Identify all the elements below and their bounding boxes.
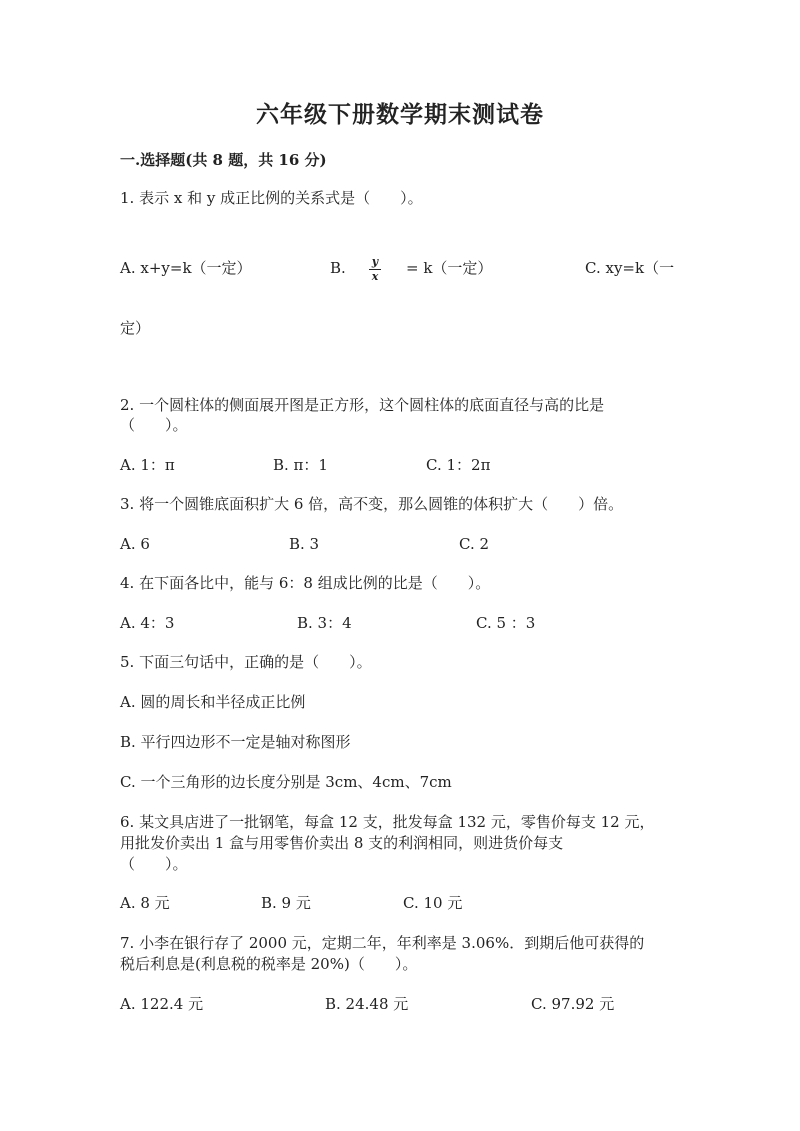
question-6-stem-line-3: （ ）。	[120, 855, 188, 873]
question-6-option-a: A. 8 元	[120, 894, 170, 912]
question-1-option-b-label: B.	[330, 259, 346, 277]
question-6-option-b: B. 9 元	[261, 894, 311, 912]
question-6-stem-line-1: 6. 某文具店进了一批钢笔，每盒 12 支，批发每盒 132 元，零售价每支 12 元，	[120, 813, 655, 831]
question-1-stem: 1. 表示 x 和 y 成正比例的关系式是（ ）。	[120, 189, 423, 207]
question-5-option-c: C. 一个三角形的边长度分别是 3cm、4cm、7cm	[120, 773, 452, 791]
question-2-stem-line-2: （ ）。	[120, 416, 188, 434]
question-1-option-b-fraction	[369, 256, 381, 283]
question-7-option-a: A. 122.4 元	[120, 995, 204, 1013]
question-3-option-b: B. 3	[289, 535, 320, 553]
question-4-option-c: C. 5 ：3	[476, 614, 536, 632]
question-7-stem-line-2: 税后利息是(利息税的税率是 20%)（ ）。	[120, 955, 418, 973]
question-5-option-a: A. 圆的周长和半径成正比例	[120, 693, 306, 711]
question-4-stem: 4. 在下面各比中，能与 6：8 组成比例的比是（ ）。	[120, 574, 491, 592]
page-title: 六年级下册数学期末测试卷	[256, 101, 544, 128]
question-5-option-b: B. 平行四边形不一定是轴对称图形	[120, 733, 351, 751]
question-1-option-b-rest: = k（一定）	[406, 259, 493, 277]
question-7-stem-line-1: 7. 小李在银行存了 2000 元，定期二年，年利率是 3.06%．到期后他可获得的	[120, 934, 645, 952]
question-3-option-c: C. 2	[459, 535, 490, 553]
question-2-stem-line-1: 2. 一个圆柱体的侧面展开图是正方形，这个圆柱体的底面直径与高的比是	[120, 396, 605, 414]
question-5-stem: 5. 下面三句话中，正确的是（ ）。	[120, 653, 372, 671]
question-3-option-a: A. 6	[120, 535, 150, 553]
question-2-option-c: C. 1：2π	[426, 456, 491, 474]
question-1-option-a: A. x+y=k（一定）	[120, 259, 252, 277]
question-4-option-a: A. 4：3	[120, 614, 175, 632]
question-6-stem-line-2: 用批发价卖出 1 盒与用零售价卖出 8 支的利润相同，则进货价每支	[120, 834, 564, 852]
question-6-option-c: C. 10 元	[403, 894, 463, 912]
question-7-option-b: B. 24.48 元	[325, 995, 409, 1013]
question-1-option-c: C. xy=k（一	[585, 259, 675, 277]
question-2-option-b: B. π：1	[273, 456, 328, 474]
question-3-stem: 3. 将一个圆锥底面积扩大 6 倍，高不变，那么圆锥的体积扩大（ ）倍。	[120, 495, 624, 513]
fraction-numerator: y	[371, 255, 379, 268]
question-7-option-c: C. 97.92 元	[531, 995, 615, 1013]
question-4-option-b: B. 3：4	[297, 614, 352, 632]
fraction-denominator: x	[371, 270, 379, 283]
question-2-option-a: A. 1：π	[120, 456, 175, 474]
section-heading: 一.选择题(共 8 题，共 16 分)	[120, 151, 327, 169]
question-1-option-c-continued: 定）	[120, 319, 151, 337]
